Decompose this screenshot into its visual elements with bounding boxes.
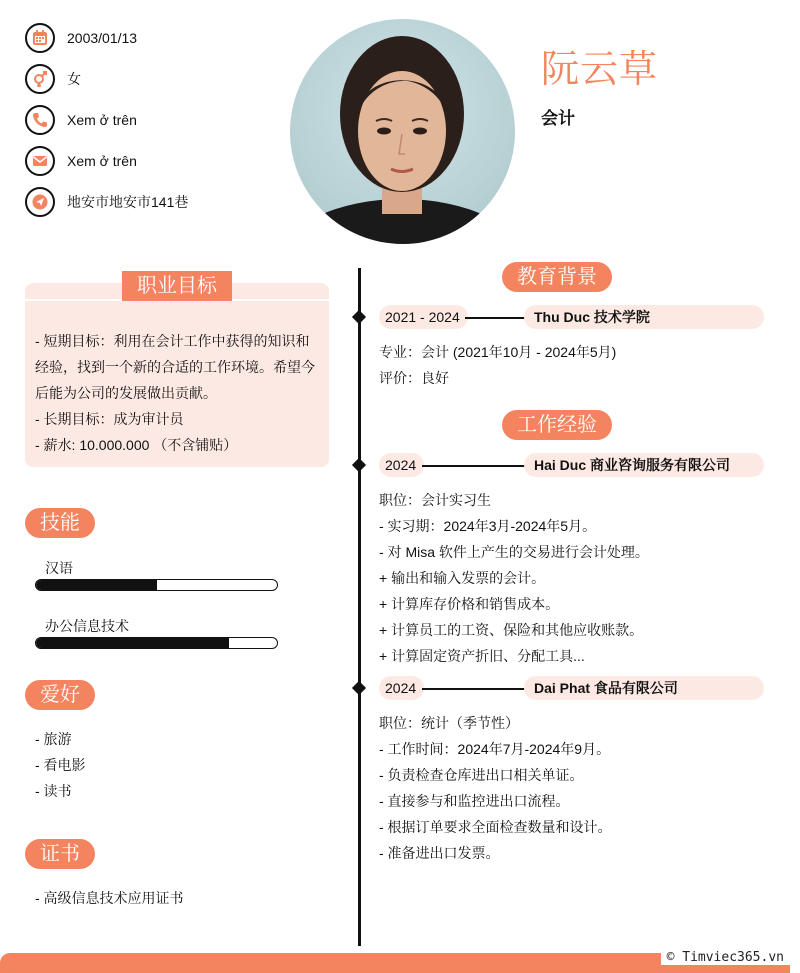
detail-line: + 计算员工的工资、保险和其他应收账款。 <box>379 622 644 638</box>
detail-line: 职位：统计（季节性） <box>379 715 519 731</box>
skill-name: 汉语 <box>45 560 73 576</box>
detail-line: + 计算固定资产折旧、分配工具... <box>379 648 585 664</box>
mail-icon <box>25 146 55 176</box>
hobby-item: - 读书 <box>35 783 72 799</box>
phone-text: Xem ở trên <box>67 112 137 128</box>
experience-org: Dai Phat 食品有限公司 <box>524 676 764 700</box>
skill-bar <box>35 579 278 591</box>
objective-line: 经验，找到一个新的合适的工作环境。希望今 <box>35 359 315 375</box>
objective-text <box>35 328 325 458</box>
education-title: 教育背景 <box>502 262 612 292</box>
address-text: 地安市地安市141巷 <box>67 194 189 210</box>
objective-line: - 薪水: 10.000.000 （不含铺贴） <box>35 437 238 453</box>
detail-line: - 负责检查仓库进出口相关单证。 <box>379 767 584 783</box>
skill-fill <box>36 638 229 648</box>
timeline-connector <box>422 465 525 467</box>
detail-line: 专业：会计 (2021年10月 - 2024年5月) <box>379 344 617 360</box>
certificates-title: 证书 <box>25 839 95 869</box>
detail-line: - 实习期：2024年3月-2024年5月。 <box>379 518 597 534</box>
experience-date: 2024 <box>379 676 424 700</box>
objective-title: 职业目标 <box>122 271 232 301</box>
detail-line: - 直接参与和监控进出口流程。 <box>379 793 570 809</box>
contact-address <box>25 185 188 219</box>
experience-details <box>379 487 649 669</box>
detail-line: 评价：良好 <box>379 370 449 386</box>
experience-date: 2024 <box>379 453 424 477</box>
certificate-item: - 高级信息技术应用证书 <box>35 890 184 906</box>
timeline-marker <box>352 458 366 472</box>
hobbies-title: 爱好 <box>25 680 95 710</box>
experience-org: Hai Duc 商业咨询服务有限公司 <box>524 453 764 477</box>
detail-line: - 工作时间：2024年7月-2024年9月。 <box>379 741 611 757</box>
education-org: Thu Duc 技术学院 <box>524 305 764 329</box>
timeline-marker <box>352 310 366 324</box>
hobby-item: - 看电影 <box>35 757 86 773</box>
profile-photo <box>290 19 515 244</box>
hobby-item: - 旅游 <box>35 731 72 747</box>
detail-line: + 计算库存价格和销售成本。 <box>379 596 560 612</box>
phone-icon <box>25 105 55 135</box>
candidate-name: 阮云草 <box>541 49 659 91</box>
detail-line: - 对 Misa 软件上产生的交易进行会计处理。 <box>379 544 649 560</box>
detail-line: - 根据订单要求全面检查数量和设计。 <box>379 819 612 835</box>
objective-line: - 短期目标：利用在会计工作中获得的知识和 <box>35 333 310 349</box>
gender-text: 女 <box>67 71 81 87</box>
gender-icon <box>25 64 55 94</box>
timeline-connector <box>465 317 525 319</box>
contact-email <box>25 144 137 178</box>
skill-name: 办公信息技术 <box>45 618 129 634</box>
certificates-list <box>35 885 184 911</box>
detail-line: - 准备进出口发票。 <box>379 845 500 861</box>
detail-line: 职位：会计实习生 <box>379 492 491 508</box>
experience-details <box>379 710 612 866</box>
education-date: 2021 - 2024 <box>379 305 468 329</box>
skill-bar <box>35 637 278 649</box>
contact-phone <box>25 103 137 137</box>
objective-line: - 长期目标：成为审计员 <box>35 411 184 427</box>
footer-watermark: © Timviec365.vn <box>661 950 790 965</box>
skills-title: 技能 <box>25 508 95 538</box>
birthday-text: 2003/01/13 <box>67 30 138 46</box>
detail-line: + 输出和输入发票的会计。 <box>379 570 546 586</box>
email-text: Xem ở trên <box>67 153 137 169</box>
skill-fill <box>36 580 157 590</box>
candidate-position: 会计 <box>541 109 575 128</box>
hobbies-list <box>35 726 86 804</box>
experience-title: 工作经验 <box>502 410 612 440</box>
timeline-line <box>358 268 361 946</box>
contact-gender <box>25 62 81 96</box>
contact-birthday <box>25 21 137 55</box>
objective-line: 后能为公司的发展做出贡献。 <box>35 385 217 401</box>
timeline-marker <box>352 681 366 695</box>
education-details <box>379 339 616 391</box>
location-icon <box>25 187 55 217</box>
calendar-icon <box>25 23 55 53</box>
timeline-connector <box>422 688 525 690</box>
